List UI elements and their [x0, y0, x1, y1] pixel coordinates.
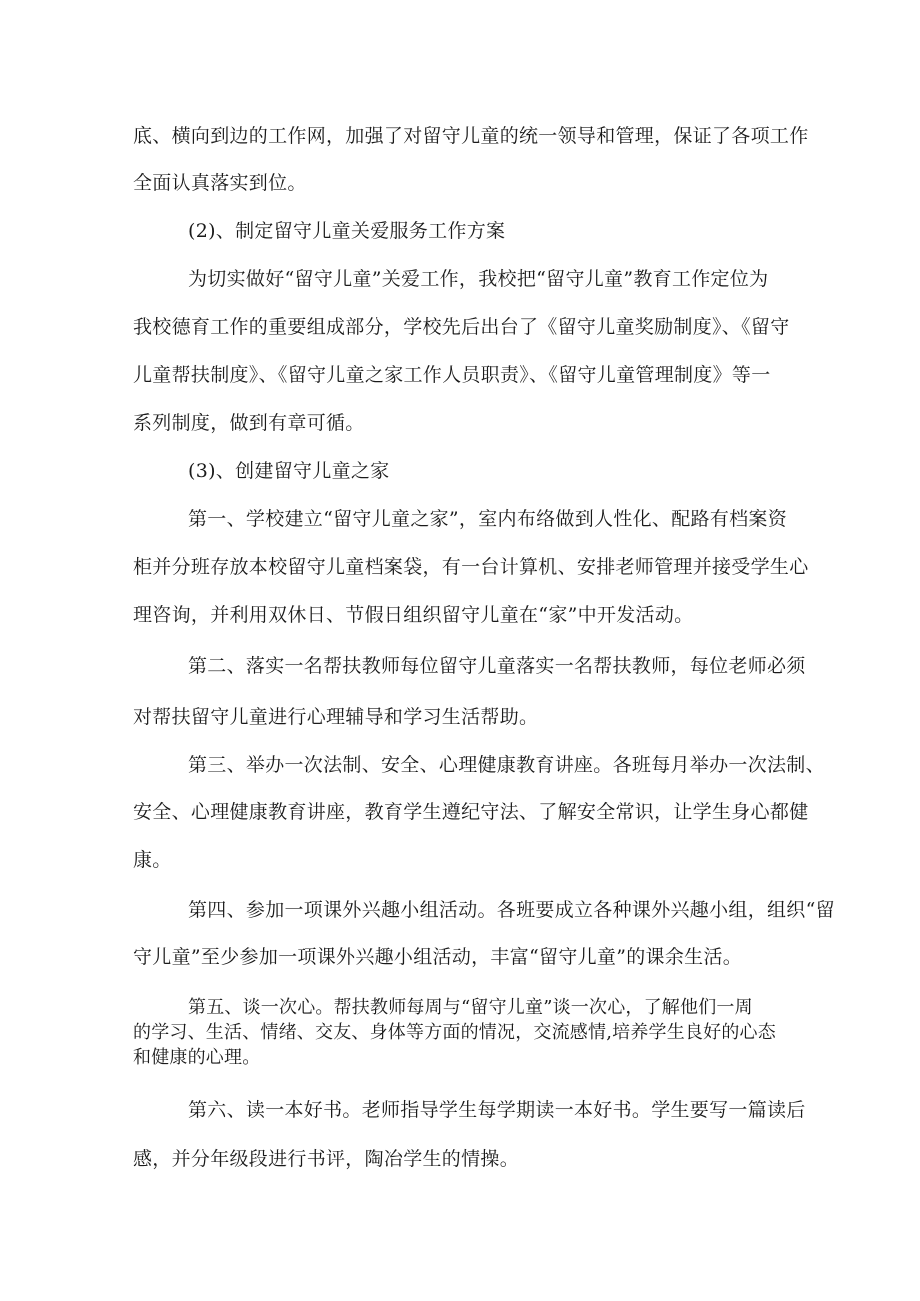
text-line: 理咨询，并利用双休日、节假日组织留守儿童在“家”中开发活动。: [133, 604, 694, 626]
section-heading: (3)、创建留守儿童之家: [188, 460, 390, 482]
text-line: 柜并分班存放本校留守儿童档案袋，有一台计算机、安排老师管理并接受学生心: [133, 556, 809, 578]
section-heading: (2)、制定留守儿童关爱服务工作方案: [188, 220, 506, 242]
text-line: 底、横向到边的工作网，加强了对留守儿童的统一领导和管理，保证了各项工作: [133, 125, 809, 147]
paragraph-first-line: 第六、读一本好书。老师指导学生每学期读一本好书。学生要写一篇读后: [188, 1099, 806, 1121]
text-line: 和健康的心理。: [133, 1047, 261, 1068]
paragraph-first-line: 第三、举办一次法制、安全、心理健康教育讲座。各班每月举办一次法制、: [188, 754, 825, 776]
text-line: 守儿童”至少参加一项课外兴趣小组活动，丰富“留守儿童”的课余生活。: [133, 946, 743, 968]
paragraph-first-line: 第五、谈一次心。帮扶教师每周与“留守儿童”谈一次心，了解他们一周: [188, 997, 753, 1018]
text-line: 安全、心理健康教育讲座，教育学生遵纪守法、了解安全常识，让学生身心都健: [133, 801, 809, 823]
text-line: 儿童帮扶制度》、《留守儿童之家工作人员职责》、《留守儿童管理制度》等一: [133, 364, 771, 386]
text-line: 的学习、生活、情绪、交友、身体等方面的情况，交流感情,培养学生良好的心态: [133, 1022, 776, 1043]
text-line: 对帮扶留守儿童进行心理辅导和学习生活帮助。: [133, 706, 539, 728]
paragraph-first-line: 第四、参加一项课外兴趣小组活动。各班要成立各种课外兴趣小组，组织“留: [188, 899, 835, 921]
text-line: 康。: [133, 849, 172, 871]
paragraph-first-line: 为切实做好“留守儿童”关爱工作，我校把“留守儿童”教育工作定位为: [188, 268, 769, 290]
text-line: 系列制度，做到有章可循。: [133, 412, 365, 434]
paragraph-first-line: 第二、落实一名帮扶教师每位留守儿童落实一名帮扶教师，每位老师必须: [188, 655, 806, 677]
text-line: 全面认真落实到位。: [133, 172, 307, 194]
text-line: 我校德育工作的重要组成部分，学校先后出台了《留守儿童奖励制度》、《留守: [133, 316, 790, 338]
paragraph-first-line: 第一、学校建立“留守儿童之家”，室内布络做到人性化、配路有档案资: [188, 508, 788, 530]
text-line: 感，并分年级段进行书评，陶冶学生的情操。: [133, 1148, 520, 1170]
